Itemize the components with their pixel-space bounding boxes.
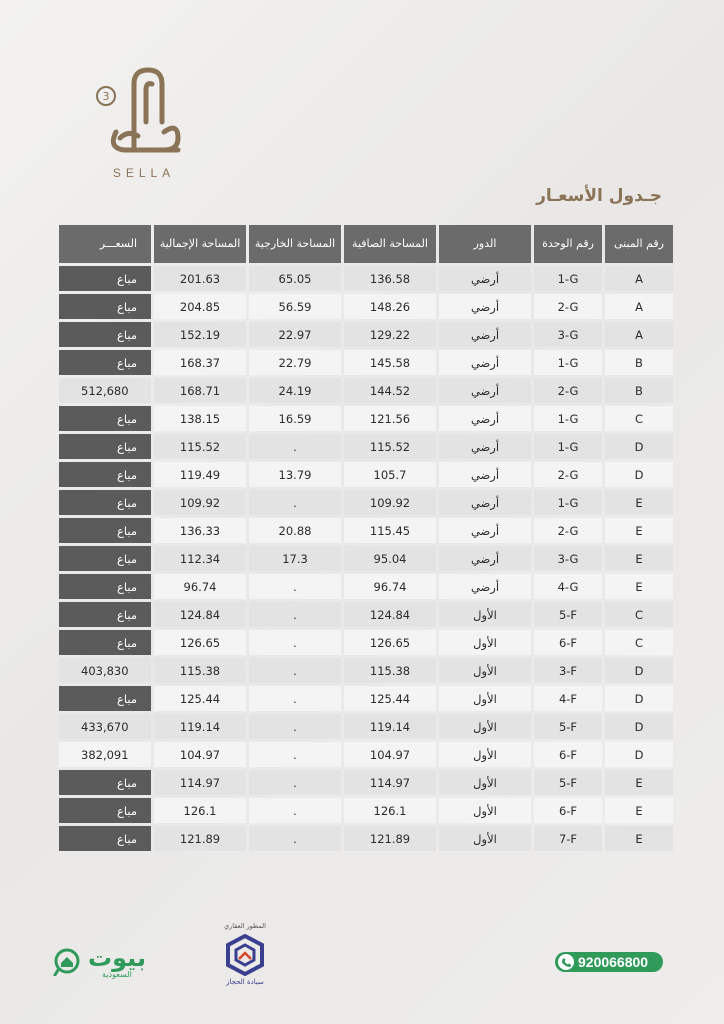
building-cell: B [605,378,673,403]
table-row [59,518,673,543]
external-area-cell: 13.79 [249,462,341,487]
table-row [59,630,673,655]
building-cell: E [605,798,673,823]
net-area-cell: 126.1 [344,798,436,823]
net-area-cell: 115.52 [344,434,436,459]
floor-cell: الأول [439,714,531,739]
unit-cell: 2-G [534,294,602,319]
unit-cell: 6-F [534,798,602,823]
unit-cell: 2-G [534,462,602,487]
building-cell: E [605,826,673,851]
price-cell: مباع [59,826,151,851]
floor-cell: أرضي [439,546,531,571]
floor-cell: أرضي [439,350,531,375]
table-row [59,658,673,683]
floor-cell: الأول [439,658,531,683]
floor-cell: أرضي [439,378,531,403]
header-price: السعـــر [59,225,151,263]
external-area-cell: . [249,490,341,515]
unit-cell: 6-F [534,742,602,767]
table-row [59,322,673,347]
building-cell: E [605,770,673,795]
building-cell: D [605,658,673,683]
table-row [59,350,673,375]
unit-cell: 1-G [534,406,602,431]
header-building: رقم المبنى [605,225,673,263]
beyout-name: بيوت [88,944,146,972]
unit-cell: 3-G [534,322,602,347]
floor-cell: أرضي [439,266,531,291]
building-cell: E [605,574,673,599]
total-area-cell: 168.71 [154,378,246,403]
total-area-cell: 168.37 [154,350,246,375]
table-row [59,266,673,291]
unit-cell: 2-G [534,518,602,543]
external-area-cell: . [249,686,341,711]
phone-icon [558,954,574,970]
table-row [59,378,673,403]
external-area-cell: 16.59 [249,406,341,431]
table-row [59,686,673,711]
total-area-cell: 124.84 [154,602,246,627]
table-header-row [59,225,673,263]
total-area-cell: 119.49 [154,462,246,487]
net-area-cell: 129.22 [344,322,436,347]
net-area-cell: 145.58 [344,350,436,375]
logo-number: 3 [102,90,110,103]
floor-cell: الأول [439,770,531,795]
external-area-cell: 56.59 [249,294,341,319]
unit-cell: 5-F [534,602,602,627]
table-row [59,826,673,851]
external-area-cell: 20.88 [249,518,341,543]
unit-cell: 4-G [534,574,602,599]
total-area-cell: 126.65 [154,630,246,655]
price-cell: مباع [59,574,151,599]
external-area-cell: . [249,826,341,851]
external-area-cell: . [249,798,341,823]
external-area-cell: . [249,574,341,599]
table-row [59,714,673,739]
table-body [59,266,673,851]
price-cell: 512,680 [59,378,151,403]
net-area-cell: 105.7 [344,462,436,487]
floor-cell: أرضي [439,434,531,459]
total-area-cell: 125.44 [154,686,246,711]
net-area-cell: 104.97 [344,742,436,767]
price-cell: مباع [59,770,151,795]
unit-cell: 1-G [534,490,602,515]
table-row [59,574,673,599]
building-cell: C [605,602,673,627]
price-cell: مباع [59,462,151,487]
house-pin-icon [52,948,82,976]
unit-cell: 1-G [534,266,602,291]
net-area-cell: 119.14 [344,714,436,739]
net-area-cell: 144.52 [344,378,436,403]
total-area-cell: 114.97 [154,770,246,795]
price-cell: 382,091 [59,742,151,767]
floor-cell: الأول [439,630,531,655]
net-area-cell: 109.92 [344,490,436,515]
sella-logo-mark [94,62,190,162]
header-external-area: المساحة الخارجية [249,225,341,263]
total-area-cell: 126.1 [154,798,246,823]
external-area-cell: . [249,714,341,739]
net-area-cell: 96.74 [344,574,436,599]
total-area-cell: 96.74 [154,574,246,599]
building-cell: C [605,406,673,431]
net-area-cell: 121.56 [344,406,436,431]
developer-block [218,922,272,998]
price-cell: مباع [59,602,151,627]
floor-cell: الأول [439,798,531,823]
external-area-cell: . [249,602,341,627]
net-area-cell: 114.97 [344,770,436,795]
external-area-cell: . [249,630,341,655]
unit-cell: 4-F [534,686,602,711]
external-area-cell: 24.19 [249,378,341,403]
external-area-cell: . [249,658,341,683]
floor-cell: أرضي [439,322,531,347]
external-area-cell: 17.3 [249,546,341,571]
price-cell: مباع [59,518,151,543]
total-area-cell: 112.34 [154,546,246,571]
table-row [59,490,673,515]
unit-cell: 5-F [534,770,602,795]
total-area-cell: 201.63 [154,266,246,291]
net-area-cell: 121.89 [344,826,436,851]
total-area-cell: 136.33 [154,518,246,543]
floor-cell: أرضي [439,574,531,599]
external-area-cell: . [249,742,341,767]
unit-cell: 6-F [534,630,602,655]
price-cell: مباع [59,490,151,515]
unit-cell: 3-F [534,658,602,683]
price-cell: مباع [59,266,151,291]
table-row [59,462,673,487]
net-area-cell: 115.38 [344,658,436,683]
total-area-cell: 138.15 [154,406,246,431]
unit-cell: 2-G [534,378,602,403]
price-cell: مباع [59,686,151,711]
total-area-cell: 152.19 [154,322,246,347]
net-area-cell: 115.45 [344,518,436,543]
total-area-cell: 204.85 [154,294,246,319]
floor-cell: أرضي [439,490,531,515]
floor-cell: أرضي [439,406,531,431]
table-row [59,294,673,319]
net-area-cell: 136.58 [344,266,436,291]
unit-cell: 7-F [534,826,602,851]
building-cell: A [605,322,673,347]
unit-cell: 3-G [534,546,602,571]
table-row [59,406,673,431]
total-area-cell: 109.92 [154,490,246,515]
building-cell: A [605,266,673,291]
building-cell: E [605,518,673,543]
developer-caption: المطور العقاري [224,922,266,930]
external-area-cell: 22.97 [249,322,341,347]
external-area-cell: . [249,770,341,795]
phone-number: 920066800 [578,954,649,970]
header-total-area: المساحة الإجمالية [154,225,246,263]
building-cell: D [605,686,673,711]
price-cell: مباع [59,798,151,823]
table-row [59,798,673,823]
price-cell: مباع [59,322,151,347]
price-cell: مباع [59,294,151,319]
page-title: جـدول الأسعـار [536,186,662,206]
total-area-cell: 104.97 [154,742,246,767]
external-area-cell: . [249,434,341,459]
header-net-area: المساحة الصافية [344,225,436,263]
building-cell: E [605,490,673,515]
developer-logo-icon [224,934,266,976]
floor-cell: الأول [439,602,531,627]
building-cell: A [605,294,673,319]
unit-cell: 1-G [534,434,602,459]
building-cell: C [605,630,673,655]
building-cell: D [605,434,673,459]
beyout-logo [52,944,172,984]
phone-badge[interactable] [555,952,663,972]
table-row [59,602,673,627]
unit-cell: 5-F [534,714,602,739]
price-cell: مباع [59,406,151,431]
floor-cell: أرضي [439,294,531,319]
external-area-cell: 65.05 [249,266,341,291]
price-cell: 433,670 [59,714,151,739]
building-cell: D [605,714,673,739]
developer-name: سيادة الحجاز [226,978,264,986]
total-area-cell: 115.38 [154,658,246,683]
total-area-cell: 115.52 [154,434,246,459]
floor-cell: أرضي [439,462,531,487]
sella-logo [84,62,194,180]
total-area-cell: 119.14 [154,714,246,739]
table-row [59,434,673,459]
net-area-cell: 148.26 [344,294,436,319]
total-area-cell: 121.89 [154,826,246,851]
beyout-subtitle: السعودية [102,970,132,979]
building-cell: E [605,546,673,571]
price-cell: مباع [59,546,151,571]
net-area-cell: 95.04 [344,546,436,571]
price-cell: 403,830 [59,658,151,683]
logo-latin: SELLA [112,166,176,180]
net-area-cell: 125.44 [344,686,436,711]
building-cell: B [605,350,673,375]
building-cell: D [605,462,673,487]
header-floor: الدور [439,225,531,263]
table-row [59,770,673,795]
unit-cell: 1-G [534,350,602,375]
table-row [59,742,673,767]
external-area-cell: 22.79 [249,350,341,375]
price-cell: مباع [59,630,151,655]
net-area-cell: 124.84 [344,602,436,627]
floor-cell: الأول [439,686,531,711]
net-area-cell: 126.65 [344,630,436,655]
floor-cell: الأول [439,826,531,851]
price-cell: مباع [59,434,151,459]
header-unit: رقم الوحدة [534,225,602,263]
table-row [59,546,673,571]
price-cell: مباع [59,350,151,375]
price-table [56,222,676,854]
floor-cell: الأول [439,742,531,767]
building-cell: D [605,742,673,767]
floor-cell: أرضي [439,518,531,543]
